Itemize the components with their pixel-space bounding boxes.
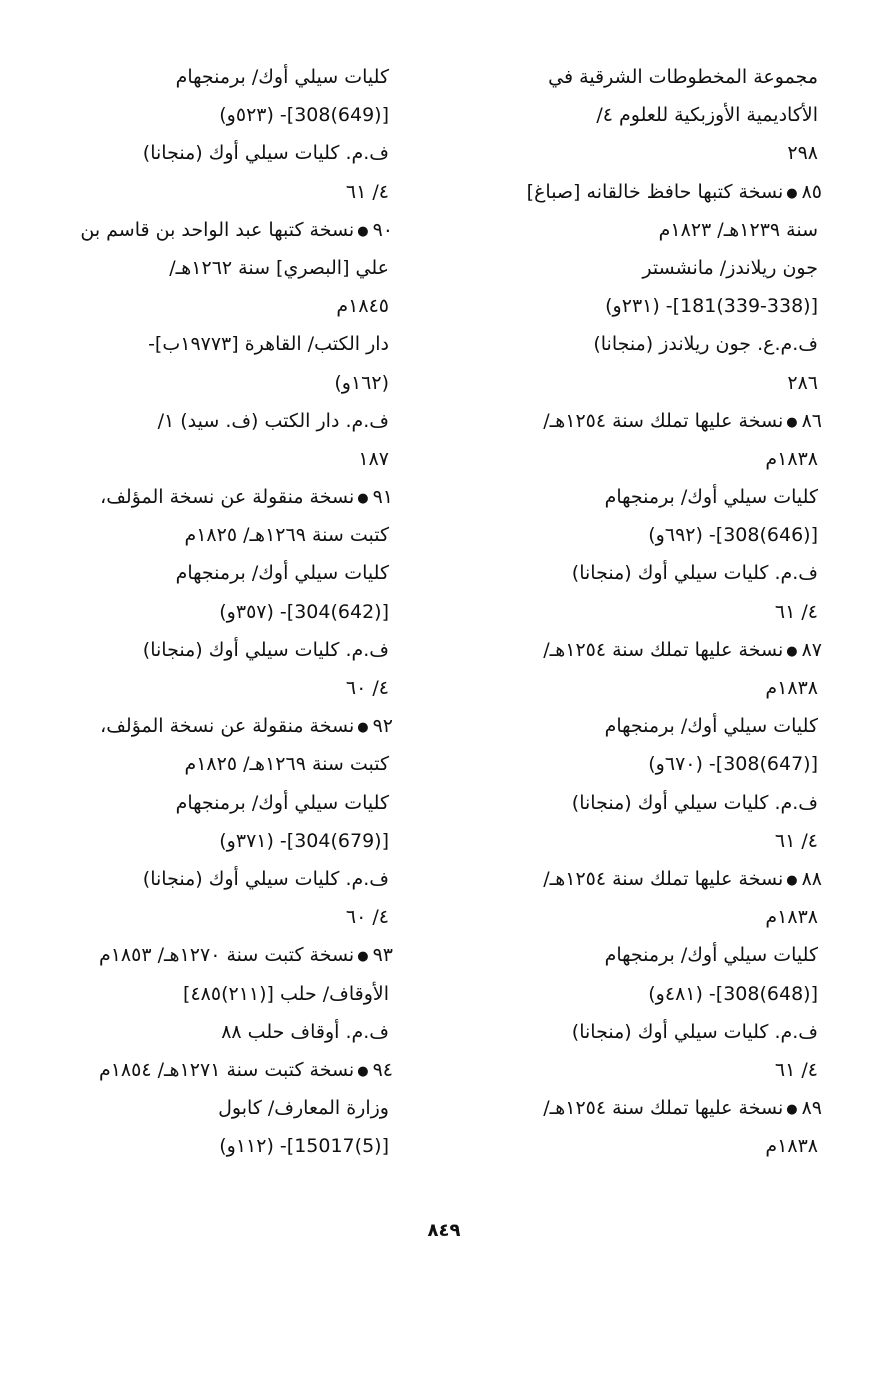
entry-first-line [98, 1051, 393, 1089]
entry-line: كليات سيلي أوك/ برمنجهام [175, 66, 389, 88]
entry-line: [(647)308]- (٦٧٠و) [648, 753, 818, 776]
entry-line: ف.م. كليات سيلي أوك (منجانا) [142, 142, 389, 165]
entry-line-text: نسخة منقولة عن نسخة المؤلف، [100, 486, 355, 509]
entry-line: كتبت سنة ١٢٦٩هـ/ ١٨٢٥م [184, 524, 389, 547]
entry-line: ٤/ ٦١ [774, 1058, 818, 1081]
entry-line: ف.م. كليات سيلي أوك (منجانا) [571, 791, 818, 814]
entry-line-text: نسخة كتبت سنة ١٢٧٠هـ/ ١٨٥٣م [98, 944, 355, 967]
entry-line: علي [البصري] سنة ١٢٦٢هـ/ [169, 256, 389, 279]
bullet-icon: ● [357, 1063, 369, 1079]
entry-number: ٨٧ [801, 638, 822, 661]
entry-line: ١٨٤٥م [336, 295, 389, 318]
entry-line: ف.م. أوقاف حلب ٨٨ [221, 1020, 389, 1043]
entry-line: جون ريلاندز/ مانشستر [642, 256, 818, 279]
entry-line: الأوقاف/ حلب [(٢١١)٤٨٥] [183, 982, 389, 1005]
bullet-icon: ● [357, 949, 369, 965]
entry-line: ف.م. كليات سيلي أوك (منجانا) [571, 1020, 818, 1043]
entry-line: ٤/ ٦١ [774, 829, 818, 852]
catalog-entry [487, 1089, 822, 1165]
entry-first-line [487, 631, 822, 669]
entry-first-line [100, 707, 393, 745]
entry-line: ٤/ ٦١ [774, 600, 818, 623]
entry-line: كليات سيلي أوك/ برمنجهام [604, 715, 818, 738]
entry-line-text: نسخة كتبها حافظ خالقانه [صباغ] [526, 180, 784, 203]
catalog-entry [80, 211, 393, 478]
catalog-entry [98, 1051, 393, 1166]
entry-line: كليات سيلي أوك/ برمنجهام [175, 791, 389, 814]
entry-line: ١٨٣٨م [765, 1135, 818, 1158]
entry-number: ٩٢ [372, 715, 393, 738]
entry-line: ١٨٣٨م [765, 447, 818, 470]
entry-number: ٩٣ [372, 944, 393, 967]
entry-line: [(5)15017]- (١١٢و) [219, 1135, 389, 1158]
entry-line: الأكاديمية الأوزبكية للعلوم ٤/ [596, 104, 818, 127]
entry-line: ١٨٣٨م [765, 677, 818, 699]
bullet-icon: ● [786, 872, 798, 888]
catalog-entry [106, 58, 393, 211]
entry-line: [(646)308]- (٦٩٢و) [648, 524, 818, 547]
bullet-icon: ● [357, 491, 369, 507]
entry-line: دار الكتب/ القاهرة [١٩٧٧٣ب]- [148, 333, 389, 356]
left-column [80, 58, 393, 1165]
catalog-entry [487, 631, 822, 860]
entry-line-text: نسخة عليها تملك سنة ١٢٥٤هـ/ [543, 638, 784, 661]
entry-line: ٢٩٨ [787, 142, 818, 165]
entry-first-line [80, 211, 393, 249]
entry-number: ٩٤ [372, 1058, 393, 1081]
entry-line: ف.م.ع. جون ريلاندز (منجانا) [593, 333, 818, 356]
catalog-entry [98, 936, 393, 1051]
bullet-icon: ● [786, 185, 798, 201]
bullet-icon: ● [357, 720, 369, 736]
entry-line: ف.م. كليات سيلي أوك (منجانا) [142, 867, 389, 890]
entry-line: [(642)304]- (٣٥٧و) [219, 600, 389, 623]
entry-first-line [487, 402, 822, 440]
bullet-icon: ● [786, 1102, 798, 1118]
page-number: ٨٤٩ [427, 1220, 461, 1241]
entry-first-line [98, 936, 393, 974]
entry-line-text: نسخة عليها تملك سنة ١٢٥٤هـ/ [543, 409, 784, 432]
entry-line-text: نسخة كتبها عبد الواحد بن قاسم بن [80, 218, 355, 241]
entry-line-text: نسخة كتبت سنة ١٢٧١هـ/ ١٨٥٤م [98, 1058, 355, 1081]
entry-line: مجموعة المخطوطات الشرقية في [548, 66, 818, 88]
entry-line: سنة ١٢٣٩هـ/ ١٨٢٣م [658, 218, 818, 241]
entry-line: ١٨٣٨م [765, 906, 818, 929]
entry-line: كتبت سنة ١٢٦٩هـ/ ١٨٢٥م [184, 753, 389, 776]
bullet-icon: ● [786, 414, 798, 430]
entry-line: ٤/ ٦٠ [345, 906, 389, 929]
entry-first-line [487, 173, 822, 211]
entry-line: [(649)308]- (٥٢٣و) [219, 104, 389, 127]
entry-line: كليات سيلي أوك/ برمنجهام [604, 944, 818, 967]
entry-line-text: نسخة عليها تملك سنة ١٢٥٤هـ/ [543, 1097, 784, 1120]
entry-first-line [487, 1089, 822, 1127]
catalog-entry [487, 58, 822, 173]
entry-line: كليات سيلي أوك/ برمنجهام [175, 562, 389, 585]
entry-line: [(679)304]- (٣٧١و) [219, 829, 389, 852]
entry-number: ٨٨ [801, 867, 822, 890]
entry-number: ٨٥ [801, 180, 822, 203]
catalog-entry [487, 173, 822, 402]
catalog-entry [487, 860, 822, 1089]
right-column [487, 58, 822, 1165]
entry-line: وزارة المعارف/ كابول [218, 1097, 389, 1120]
entry-number: ٩٠ [372, 218, 393, 241]
catalog-entry [487, 402, 822, 631]
entry-number: ٨٦ [801, 409, 822, 432]
bullet-icon: ● [786, 643, 798, 659]
entry-line: ف.م. كليات سيلي أوك (منجانا) [571, 562, 818, 585]
entry-line: ٤/ ٦١ [345, 180, 389, 203]
entry-line: [(648)308]- (٤٨١و) [648, 982, 818, 1005]
catalog-entry [100, 707, 393, 936]
entry-line: ١٨٧ [358, 447, 389, 470]
entry-line: ٤/ ٦٠ [345, 677, 389, 699]
entry-line: ف.م. كليات سيلي أوك (منجانا) [142, 638, 389, 661]
catalog-entry [100, 478, 393, 707]
entry-line: ف.م. دار الكتب (ف. سيد) ١/ [157, 409, 389, 432]
entry-line-text: نسخة عليها تملك سنة ١٢٥٤هـ/ [543, 867, 784, 890]
entry-line-text: نسخة منقولة عن نسخة المؤلف، [100, 715, 355, 738]
entry-number: ٨٩ [801, 1097, 822, 1120]
entry-line: (١٦٢و) [334, 371, 389, 394]
entry-line: كليات سيلي أوك/ برمنجهام [604, 486, 818, 509]
entry-first-line [487, 860, 822, 898]
entry-first-line [100, 478, 393, 516]
entry-line: [(339-338)181]- (٢٣١و) [605, 295, 818, 318]
entry-number: ٩١ [372, 486, 393, 509]
bullet-icon: ● [357, 223, 369, 239]
entry-line: ٢٨٦ [787, 371, 818, 394]
